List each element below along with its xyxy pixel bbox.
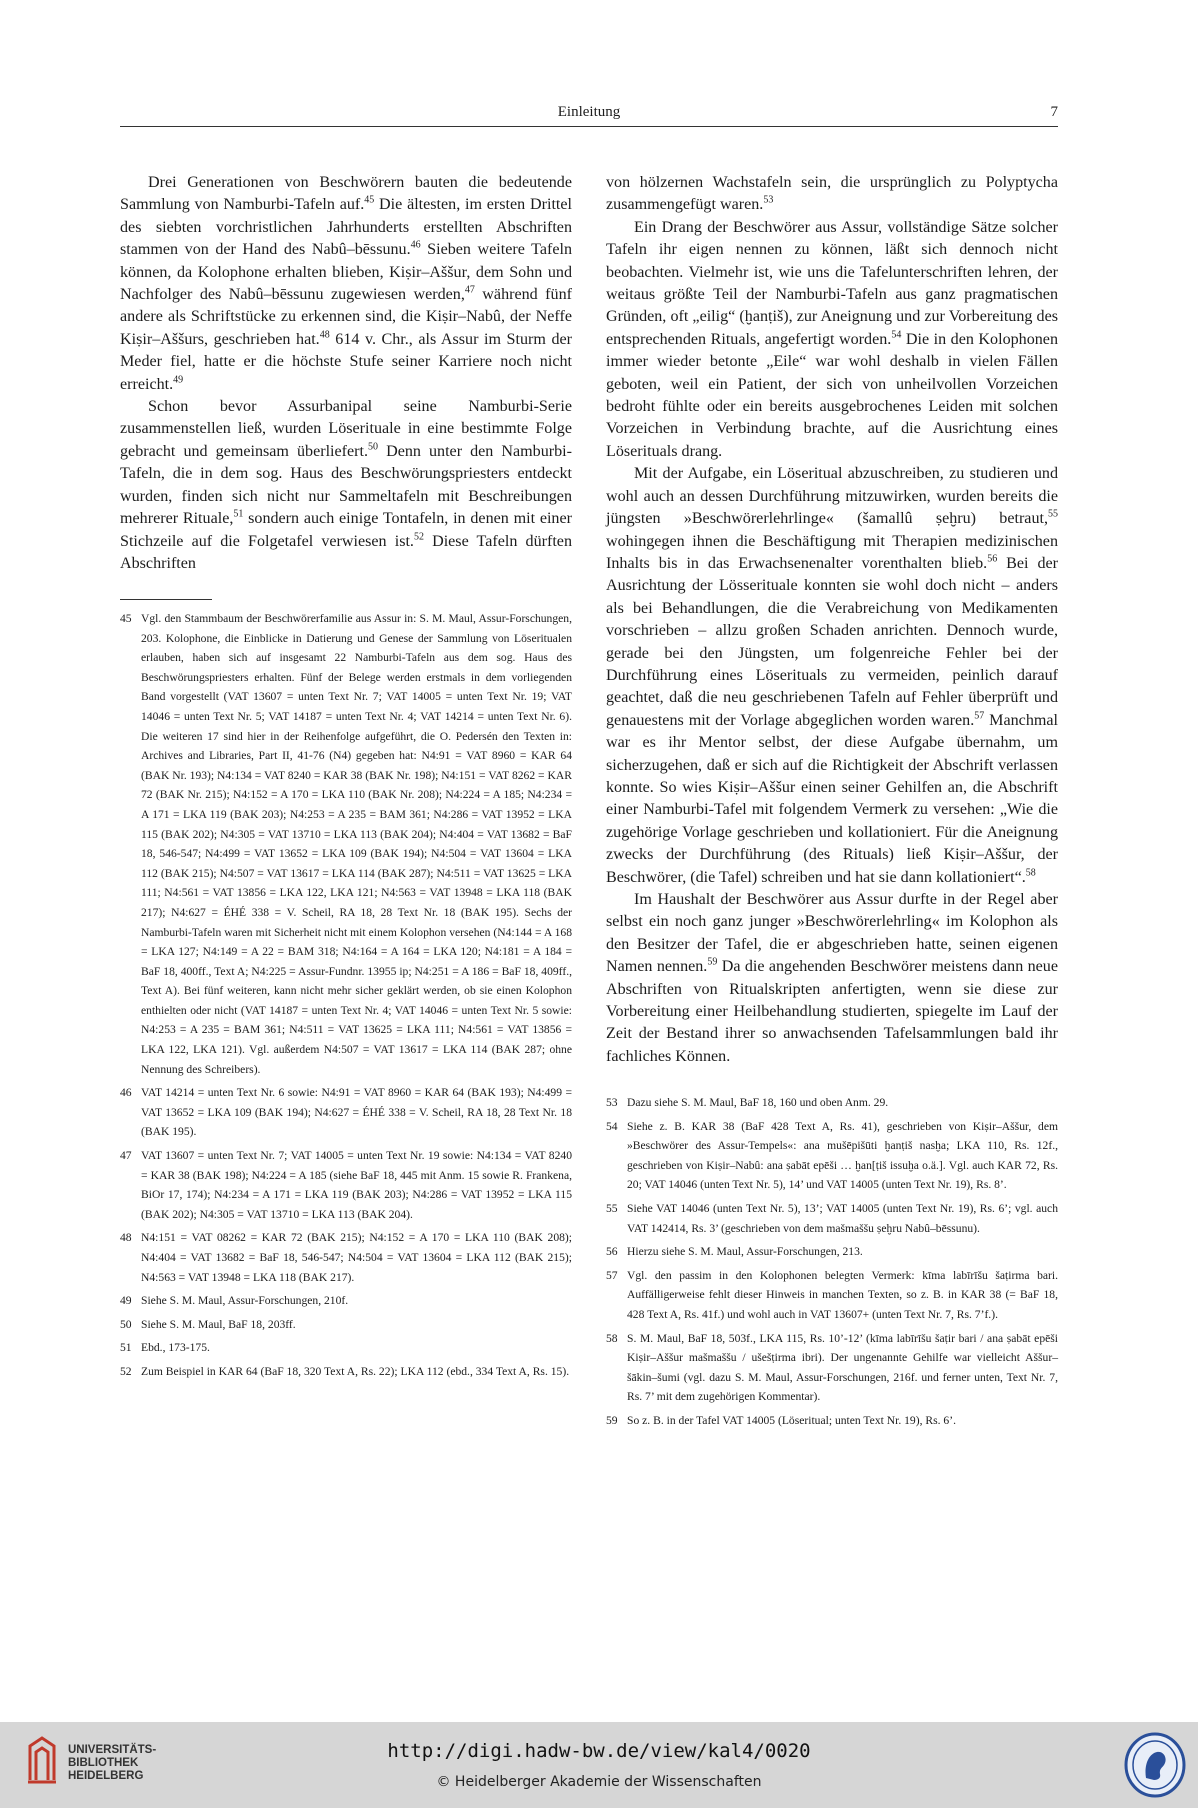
paragraph-text: Drei Generationen von Beschwörern bauten die bedeutende Sammlung von Namburbi-Tafeln auf. bbox=[120, 174, 572, 214]
footnote-number: 59 bbox=[606, 1413, 618, 1427]
running-title: Einleitung bbox=[557, 104, 621, 120]
footnote-reference[interactable]: 50 bbox=[368, 441, 379, 453]
footnote-reference[interactable]: 52 bbox=[413, 531, 424, 543]
footnote-text: Ebd., 173-175. bbox=[141, 1341, 210, 1355]
footnote-text: Siehe S. M. Maul, BaF 18, 203ff. bbox=[141, 1317, 296, 1331]
footnote-text: VAT 13607 = unten Text Nr. 7; VAT 14005 = unten Text Nr. 19 sowie: N4:134 = VAT 8240 = KAR 38 (BAK 198); N4:224 = A 185 (siehe BaF 18, 445 mit Anm. 15 sowie R. Frankena, BiOr 17, 174); N4:234 = A 171 = LKA 119 (BAK 203); N4:286 = VAT 13952 = LKA 115 (BAK 202); N4:305 = VAT 13710 = LKA 113 (BAK 204). bbox=[141, 1149, 572, 1221]
footnote-text: Siehe VAT 14046 (unten Text Nr. 5), 13’; VAT 14005 (unten Text Nr. 19), Rs. 6’; vgl. auch VAT 142414, Rs. 3’ (geschrieben von dem mašmaššu ṣeḫru Nabû–bēssunu). bbox=[627, 1201, 1058, 1235]
footnote-number: 56 bbox=[606, 1245, 618, 1259]
paragraph-text: 614 v. Chr., als Assur im Sturm der Meder fiel, hatte er die höchste Stufe seiner Karriere noch nicht erreicht. bbox=[120, 330, 572, 393]
footnote-number: 46 bbox=[120, 1086, 132, 1100]
footnote-text: Hierzu siehe S. M. Maul, Assur-Forschungen, 213. bbox=[627, 1245, 863, 1259]
footnote-reference[interactable]: 54 bbox=[891, 329, 902, 341]
footnote-number: 55 bbox=[606, 1201, 618, 1215]
footnote-number: 53 bbox=[606, 1096, 618, 1109]
footnote bbox=[120, 1146, 572, 1224]
body-paragraph bbox=[120, 172, 572, 396]
footnote-rule bbox=[120, 599, 212, 600]
footnote-reference[interactable]: 57 bbox=[974, 710, 985, 722]
running-header bbox=[120, 104, 1058, 127]
footnote-number: 57 bbox=[606, 1268, 618, 1282]
footnote-reference[interactable]: 46 bbox=[410, 239, 421, 251]
paragraph-text: Schon bevor Assurbanipal seine Namburbi-Serie zusammenstellen ließ, wurden Löserituale in eine bestimmte Folge gebracht und gemeinsam überliefert. bbox=[120, 398, 572, 460]
footnote-reference[interactable]: 56 bbox=[987, 553, 998, 565]
logo-line: BIBLIOTHEK bbox=[68, 1757, 139, 1769]
paragraph-text: Ein Drang der Beschwörer aus Assur, vollständige Sätze solcher Tafeln ihr eigen nennen zu können, läßt sich dennoch nicht beobachten. Vielmehr ist, wie uns die Tafelunterschriften lehren, der weitaus größte Teil der Namburbi-Tafeln aus ganz pragmatischen Gründen, oft „eilig“ (ḫanṭiš), zur Aneignung und zur Vorbereitung des entsprechenden Rituals, angefertigt worden. bbox=[606, 218, 1058, 348]
logo-line: HEIDELBERG bbox=[68, 1770, 144, 1782]
footnote-reference[interactable]: 48 bbox=[319, 329, 330, 341]
paragraph-text: Denn unter den Namburbi-Tafeln, die in dem sog. Haus des Beschwörungspriesters entdeckt wurden, finden sich nicht nur Sammeltafeln mit Beschreibungen mehrerer Rituale, bbox=[120, 442, 573, 528]
footnote bbox=[120, 609, 572, 1079]
footnote bbox=[120, 1228, 572, 1287]
footnote-text: Dazu siehe S. M. Maul, BaF 18, 160 und oben Anm. 29. bbox=[627, 1096, 889, 1109]
paragraph-text: Die ältesten, im ersten Drittel des siebten vorchristlichen Jahrhunderts erstellten Abschriften stammen von der Hand des Nabû–bēssunu. bbox=[120, 196, 572, 259]
paragraph-text: Diese Tafeln dürften Abschriften bbox=[120, 532, 572, 572]
footnote-reference[interactable]: 49 bbox=[173, 374, 184, 386]
footnote-number: 45 bbox=[120, 612, 132, 625]
footnote-text: VAT 14214 = unten Text Nr. 6 sowie: N4:91 = VAT 8960 = KAR 64 (BAK 193); N4:499 = VAT 13652 = LKA 109 (BAK 194); N4:627 = ÉHÉ 338 = V. Scheil, RA 18, 28 Text Nr. 18 (BAK 195). bbox=[141, 1086, 572, 1139]
body-paragraph bbox=[120, 396, 572, 575]
body-column-right bbox=[606, 172, 1058, 1068]
footnote bbox=[120, 1291, 572, 1311]
footnote bbox=[606, 1093, 1058, 1113]
footnote-number: 52 bbox=[120, 1364, 132, 1378]
footnote bbox=[606, 1242, 1058, 1262]
footnote-text: S. M. Maul, BaF 18, 503f., LKA 115, Rs. 10’-12’ (kīma labīrīšu šaṭir bari / ana ṣabāt epēši Kiṣir–Aššur mašmaššu / ušešṭirma ibri). Der ungenannte Gehilfe war vielleicht Aššur–šākin–šumi (vgl. dazu S. M. Maul, Assur-Forschungen, 216f. und ferner unten, Text Nr. 7, Rs. 7’ mit dem zugehörigen Kommentar). bbox=[627, 1331, 1058, 1404]
footnote bbox=[606, 1117, 1058, 1195]
footnote-number: 49 bbox=[120, 1294, 132, 1308]
copyright-notice: © Heidelberger Akademie der Wissenschaften bbox=[436, 1774, 762, 1790]
footnote bbox=[120, 1083, 572, 1142]
paragraph-text: Die in den Kolophonen immer wieder betonte „Eile“ war wohl deshalb in vielen Fällen geboten, weil ein Patient, der sich von unheilvollen Vorzeichen bedroht fühlte oder ein bereits ausgebrochenes Leiden mit solchen Vorzeichen in Verbindung brachte, auf die Ausrichtung eines Löserituals drang. bbox=[606, 330, 1058, 460]
paragraph-text: Da die angehenden Beschwörer meistens dann neue Abschriften von Ritualskripten anfertigten, wenn sie diese zur Vorbereitung einer Heilbehandlung studierten, spiegelte im Lauf der Zeit der Bestand ihrer so anwachsenden Tafelsammlungen bald ihr fachliches Können. bbox=[606, 958, 1058, 1065]
body-paragraph bbox=[606, 889, 1058, 1068]
viewer-footer bbox=[0, 1722, 1198, 1808]
footnote-reference[interactable]: 45 bbox=[364, 195, 375, 207]
footnote bbox=[606, 1199, 1058, 1238]
footnote-reference[interactable]: 47 bbox=[464, 284, 475, 296]
footnote-reference[interactable]: 51 bbox=[233, 508, 244, 520]
footnote-text: So z. B. in der Tafel VAT 14005 (Löseritual; unten Text Nr. 19), Rs. 6’. bbox=[627, 1413, 956, 1427]
footnote bbox=[120, 1338, 572, 1358]
permalink-url[interactable]: http://digi.hadw-bw.de/view/kal4/0020 bbox=[387, 1740, 811, 1762]
paragraph-text: von hölzernen Wachstafeln sein, die ursprünglich zu Polyptycha zusammengefügt waren. bbox=[606, 174, 1058, 214]
body-paragraph bbox=[606, 217, 1058, 463]
paragraph-text: Manchmal war es ihr Mentor selbst, der diese Aufgabe übernahm, um sicherzugehen, daß er sich auf die Richtigkeit der Abschrift verlassen konnte. So wies Kiṣir–Aššur einen seiner Gehilfen an, die Abschrift einer Namburbi-Tafel mit folgendem Vermerk zu versehen: „Wie die zugehörige Vorlage geschrieben und kollationiert. Für die Aneignung zwecks der Durchführung (des Rituals) ließ Kiṣir–Aššur, der Beschwörer, (die Tafel) schreiben und hat sie dann kollationiert“. bbox=[606, 711, 1058, 886]
footnote-text: Siehe S. M. Maul, Assur-Forschungen, 210f. bbox=[141, 1294, 349, 1308]
footnote bbox=[120, 1362, 572, 1382]
paragraph-text: Bei der Ausrichtung der Lösserituale konnten sie wohl doch nicht – anders als bei Behandlungen, die die Verabreichung von Medikamenten vorschrieben – allzu großen Schaden anrichten. Dennoch wurde, gerade bei den Jüngsten, um folgenreiche Fehler bei der Durchführung eines Löserituals zu vermeiden, peinlich darauf geachtet, daß die neu geschriebenen Tafeln auf Fehler überprüft und genauestens mit der Vorlage abgeglichen worden waren. bbox=[606, 554, 1058, 729]
footnote-reference[interactable]: 53 bbox=[763, 195, 774, 207]
footnote-number: 47 bbox=[120, 1149, 132, 1163]
footnote-text: N4:151 = VAT 08262 = KAR 72 (BAK 215); N4:152 = A 170 = LKA 110 (BAK 208); N4:404 = VAT 13682 = BaF 18, 546-547; N4:504 = VAT 13604 = LKA 112 (BAK 215); N4:563 = VAT 13948 = LKA 118 (BAK 217). bbox=[141, 1231, 572, 1284]
body-paragraph bbox=[606, 172, 1058, 217]
footnotes-right bbox=[606, 1084, 1058, 1435]
footnote-text: Vgl. den Stammbaum der Beschwörerfamilie aus Assur in: S. M. Maul, Assur-Forschungen, 203. Kolophone, die Einblicke in Datierung und Genese der Sammlung von Löseritualen erlauben, haben sich auf insgesamt 22 Namburbi-Tafeln aus dem sog. Haus des Beschwörungspriesters erhalten. Fünf der Belege werden erstmals in dem vorliegenden Band vorgestellt (VAT 13607 = unten Text Nr. 7; VAT 14005 = unten Text Nr. 19; VAT 14046 = unten Text Nr. 5; VAT 14187 = unten Text Nr. 4; VAT 14214 = unten Text Nr. 6). Die weiteren 17 sind hier in der Reihenfolge aufgeführt, die O. Pedersén den Texten in: Archives and Libraries, Part II, 41-76 (N4) gegeben hat: N4:91 = VAT 8960 = KAR 64 (BAK Nr. 193); N4:134 = VAT 8240 = KAR 38 (BAK Nr. 198); N4:151 = VAT 8262 = KAR 72 (BAK Nr. 215); N4:152 = A 170 = LKA 110 (BAK Nr. 208); N4:224 = A 185; N4:234 = A 171 = LKA 119 (BAK 203); N4:253 = A 235 = BAM 361; N4:286 = VAT 13952 = LKA 115 (BAK 202); N4:305 = VAT 13710 = LKA 113 (BAK 204); N4:404 = VAT 13682 = BaF 18, 546-547; N4:499 = VAT 13652 = LKA 109 (BAK 194); N4:504 = VAT 13604 = LKA 112 (BAK 215); N4:507 = VAT 13617 = LKA 114 (BAK 287); N4:511 = VAT 13625 = LKA 111; N4:561 = VAT 13856 = LKA 122, LKA 121; N4:563 = VAT 13948 = LKA 118 (BAK 217); N4:627 = ÉHÉ 338 = V. Scheil, RA 18, 28 Text Nr. 18 (BAK 195). Sechs der Namburbi-Tafeln waren mit Sicherheit nicht mit einem Kolophon versehen (N4:144 = A 168 = LKA 127; N4:149 = A 22 = BAM 318; N4:164 = A 164 = LKA 120; N4:181 = A 184 = BaF 18, 400ff., Text A; N4:225 = Assur-Fundnr. 13955 ip; N4:251 = A 186 = BaF 18, 409ff., Text A). Bei fünf weiteren, kann nicht mehr sicher geklärt werden, ob sie einen Kolophon enthielten oder nicht (VAT 14187 = unten Text Nr. 4; VAT 14046 = unten Text Nr. 5 sowie: N4:253 = A 235 = BAM 361; N4:511 = VAT 13625 = LKA 111; N4:561 = VAT 13856 = LKA 122, LKA 121). Vgl. außerdem N4:507 = VAT 13617 = LKA 114 (BAK 287; ohne Nennung des Schreibers). bbox=[141, 612, 572, 1076]
footnote bbox=[120, 1315, 572, 1335]
body-paragraph bbox=[606, 463, 1058, 889]
footnote-reference[interactable]: 58 bbox=[1025, 867, 1036, 879]
paragraph-text: während fünf andere als Schriftstücke zu erkennen sind, die Kiṣir–Nabû, der Neffe Kiṣir–Aššurs, geschrieben hat. bbox=[120, 286, 572, 348]
footnote-number: 51 bbox=[120, 1341, 132, 1355]
footnote-text: Zum Beispiel in KAR 64 (BaF 18, 320 Text A, Rs. 22); LKA 112 (ebd., 334 Text A, Rs. 15). bbox=[141, 1364, 570, 1378]
footnote-reference[interactable]: 55 bbox=[1048, 508, 1058, 520]
paragraph-text: sondern auch einige Tontafeln, in denen mit einer Stichzeile auf die Folgetafel verwiesen ist. bbox=[120, 510, 572, 550]
paragraph-text: wohingegen ihnen die Beschäftigung mit Therapien medizinischen Inhalts bis in das Erwachsenenalter vorenthalten blieb. bbox=[606, 532, 1058, 572]
footnote bbox=[606, 1266, 1058, 1325]
body-column-left bbox=[120, 172, 572, 575]
footnote-number: 58 bbox=[606, 1331, 618, 1345]
footnote bbox=[606, 1329, 1058, 1407]
footnote-number: 54 bbox=[606, 1119, 618, 1133]
page-number: 7 bbox=[1050, 104, 1058, 120]
paragraph-text: Mit der Aufgabe, ein Löseritual abzuschreiben, zu studieren und wohl auch an dessen Durchführung mitzuwirken, wurden bereits die jüngsten »Beschwörerlehrlinge« (šamallû ṣeḫru) betraut, bbox=[606, 465, 1058, 528]
paragraph-text: Im Haushalt der Beschwörer aus Assur durfte in der Regel aber selbst ein noch ganz junger »Beschwörerlehrling« im Kolophon als den Besitzer der Tafel, die er abgeschrieben hatte, seinen eigenen Namen nennen. bbox=[606, 891, 1058, 976]
footnote-reference[interactable]: 59 bbox=[707, 956, 718, 968]
footnote bbox=[606, 1411, 1058, 1431]
footnote-text: Vgl. den passim in den Kolophonen belegten Vermerk: kīma labīrīšu šaṭirma bari. Auffälligerweise fehlt dieser Hinweis in manchen Texten, so z. B. in KAR 38 (= BaF 18, 428 Text A, Rs. 41f.) und wohl auch in VAT 13607+ (unten Text Nr. 7, Rs. 7’f.). bbox=[627, 1268, 1058, 1321]
academy-seal-icon bbox=[1124, 1732, 1186, 1798]
footnote-text: Siehe z. B. KAR 38 (BaF 428 Text A, Rs. 41), geschrieben von Kiṣir–Aššur, dem »Beschwörer des Assur-Tempels«: ana mušēpišūti ḫanṭiš nasḫa; LKA 110, Rs. 12f., geschrieben von Kiṣir–Nabû: ana ṣabāt epēši … ḫan[ṭiš issuḫa o.ä.]. Vgl. auch KAR 72, Rs. 20; VAT 14046 (unten Text Nr. 5), 14’ und VAT 14005 (unten Text Nr. 19), Rs. 8’. bbox=[627, 1119, 1058, 1192]
footnotes-left bbox=[120, 599, 572, 1386]
footnote-number: 48 bbox=[120, 1231, 132, 1245]
footnote-number: 50 bbox=[120, 1317, 132, 1331]
paragraph-text: Sieben weitere Tafeln können, da Kolophone erhalten blieben, Kiṣir–Aššur, dem Sohn und Nachfolger des Nabû–bēssunu zugewiesen werden, bbox=[120, 241, 572, 304]
logo-line: UNIVERSITÄTS- bbox=[68, 1744, 157, 1756]
